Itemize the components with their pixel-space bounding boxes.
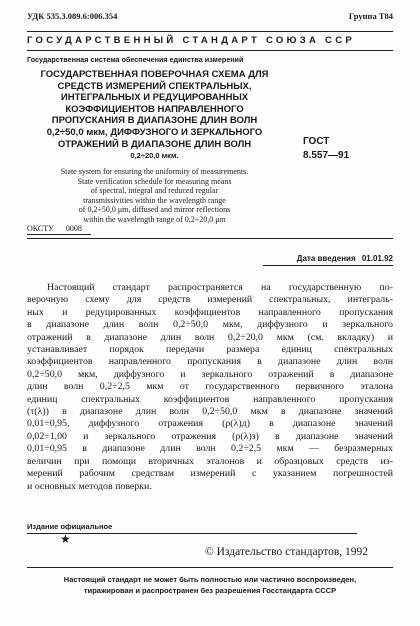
english-line: within the wavelength range of 0,2÷20,0 μm: [83, 214, 226, 224]
body-paragraph: [27, 282, 393, 493]
standard-banner: ГОСУДАРСТВЕННЫЙ СТАНДАРТ СОЮЗА ССР: [27, 35, 356, 46]
body-line: и основных методов поверки.: [27, 480, 152, 492]
reprint-notice: [27, 574, 393, 596]
title-line: ОТРАЖЕНИЙ В ДИАПАЗОНЕ ДЛИН ВОЛН: [57, 138, 252, 150]
footer-rule: [27, 567, 393, 568]
title-line: ИНТЕГРАЛЬНЫХ И РЕДУЦИРОВАННЫХ: [60, 92, 249, 104]
copyright-line: © Издательство стандартов, 1992: [205, 546, 369, 558]
english-line: State system for ensuring the uniformity of measurements.: [60, 167, 249, 176]
body-line: верочную схему для средств измерений спектральных, интеграль-: [27, 294, 393, 306]
gost-number: 8.557—91: [303, 150, 350, 161]
body-line: (τ(λ)) в диапазоне длин волн 0,2÷50,0 мкм в диапазоне значений: [27, 406, 393, 418]
star-icon: ★: [60, 532, 71, 546]
body-line: величин при помощи вторичных эталонов и образцовых средств из-: [27, 455, 393, 467]
group-code: Группа Т84: [348, 11, 393, 21]
system-line: Государственная система обеспечения единства измерений: [27, 55, 244, 64]
okstu-label: ОКСТУ: [27, 224, 54, 233]
effective-date: [297, 254, 393, 263]
header-bottom-rule: [27, 238, 393, 239]
title-line: ПРОПУСКАНИЯ В ДИАПАЗОНЕ ДЛИН ВОЛН: [51, 115, 258, 127]
date-rule: [263, 265, 393, 266]
edition-label: Издание официальное: [27, 522, 113, 531]
body-line: 0,02÷1,00 и зеркального отражения (ρ(λ)з) в диапазоне значений: [27, 430, 393, 442]
body-line: 0,01÷0,95 в диапазоне длин волн 0,2÷2,5 мкм — безразмерных: [27, 443, 393, 455]
reprint-line: Настоящий стандарт не может быть полностью или частично воспроизведен,: [63, 575, 357, 584]
reprint-line: тиражирован и распространен без разрешения Госстандарта СССР: [83, 586, 337, 595]
body-line: коэффициентов направленного пропускания в диапазоне длин волн: [27, 356, 393, 368]
body-line: длин волн 0,2÷2,5 мкм от государственного первичного эталона: [27, 381, 393, 393]
title-line: СРЕДСТВ ИЗМЕРЕНИЙ СПЕКТРАЛЬНЫХ,: [57, 80, 252, 92]
body-line: Настоящий стандарт распространяется на государственную по-: [47, 282, 393, 293]
document-title: [27, 69, 282, 162]
english-line: transmissivities within the wavelength range: [83, 195, 226, 205]
english-line: State verification schedule for measuring means: [77, 176, 232, 186]
title-line: 0,2÷50,0 мкм, ДИФФУЗНОГО И ЗЕРКАЛЬНОГО: [46, 126, 263, 138]
okstu-code: 0008: [65, 224, 82, 233]
body-line: мерений рабочим средствам измерений с указанием погрешностей: [27, 468, 393, 480]
body-line: ных и редуцированных коэффициентов направленного пропускания: [27, 306, 393, 318]
edition-rule: [27, 533, 357, 534]
title-line: ГОСУДАРСТВЕННАЯ ПОВЕРОЧНАЯ СХЕМА ДЛЯ: [40, 69, 269, 80]
body-line: единиц спектральных коэффициентов направленного пропускания: [27, 393, 393, 405]
body-line: 0,01÷0,95, диффузного отражения (ρ(λ)д) в диапазоне значений: [27, 418, 393, 430]
english-line: of spectral, integral and reduced regular: [90, 186, 219, 196]
effective-date-label: Дата введения: [296, 254, 356, 263]
banner-rule: [27, 50, 393, 51]
effective-date-value: 01.01.92: [361, 254, 393, 263]
okstu-block: [27, 224, 91, 235]
title-line: КОЭФФИЦИЕНТОВ НАПРАВЛЕННОГО: [65, 103, 244, 115]
body-line: отражений в диапазоне длин волн 0,2÷20,0 мкм (см. вкладку) и: [27, 331, 393, 343]
body-line: устанавливает порядок передачи размера единиц спектральных: [27, 344, 393, 356]
english-line: of 0,2÷50,0 μm, diffused and mirror reflections: [78, 205, 231, 215]
body-line: 0,2÷50,0 мкм, диффузного и зеркального отражений в диапазоне: [27, 368, 393, 380]
gost-label: ГОСТ: [303, 136, 330, 147]
english-title: [27, 167, 282, 225]
body-line: в диапазоне длин волн 0,2÷50,0 мкм, диффузного и зеркального: [27, 319, 393, 331]
udk-code: УДК 535.3.089.6:006.354: [27, 11, 118, 21]
top-rule: [27, 31, 393, 32]
gost-designation: [303, 135, 349, 163]
title-line: 0,2÷20,0 мкм.: [130, 151, 179, 161]
